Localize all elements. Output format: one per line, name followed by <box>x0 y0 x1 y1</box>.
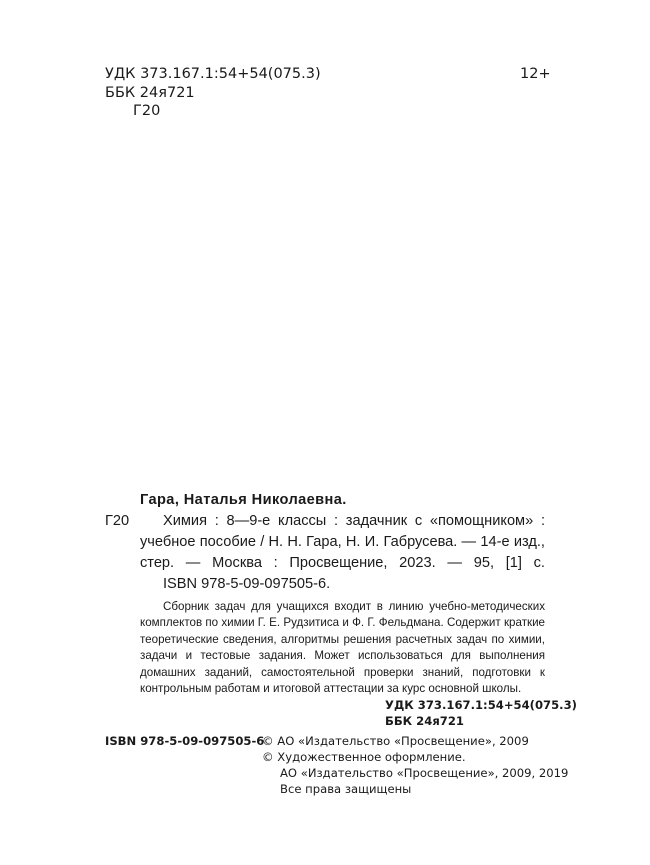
record-code: Г20 <box>105 513 130 529</box>
record-title-line: стер. — Москва : Просвещение, 2023. — 95, [1] с. <box>140 555 545 571</box>
record-annotation <box>140 599 545 697</box>
header-code: Г20 <box>133 103 161 119</box>
copyright-line: Все права защищены <box>280 782 412 796</box>
copyright-line: © Художественное оформление. <box>262 750 466 764</box>
age-rating: 12+ <box>520 66 551 82</box>
record-udk: УДК 373.167.1:54+54(075.3) <box>385 698 577 712</box>
record-title-line: учебное пособие / Н. Н. Гара, Н. И. Габрусева. — 14-е изд., <box>140 534 545 550</box>
footer-isbn: ISBN 978-5-09-097505-6 <box>105 734 265 748</box>
annotation-text: Сборник задач для учащихся входит в линию учебно-методических комплектов по химии Г. Е. Рудзитиса и Ф. Г. Фельдмана. Содержит краткие теоретические сведения, алгоритмы решения расчетных задач по химии, задачи и тестовые задания. Может использоваться для выполнения домашних заданий, самостоятельной проверки знаний, подготовки к контрольным работам и итоговой аттестации за курс основной школы. <box>140 600 545 696</box>
copyright-line: © АО «Издательство «Просвещение», 2009 <box>262 734 529 748</box>
record-isbn: ISBN 978-5-09-097505-6. <box>163 576 331 592</box>
record-bbk: ББК 24я721 <box>385 714 464 728</box>
header-udk: УДК 373.167.1:54+54(075.3) <box>105 66 321 82</box>
record-title-line: Химия : 8—9-е классы : задачник с «помощником» : <box>163 513 545 529</box>
header-bbk: ББК 24я721 <box>105 85 195 101</box>
record-author: Гара, Наталья Николаевна. <box>140 492 347 508</box>
copyright-line: АО «Издательство «Просвещение», 2009, 2019 <box>280 766 569 780</box>
